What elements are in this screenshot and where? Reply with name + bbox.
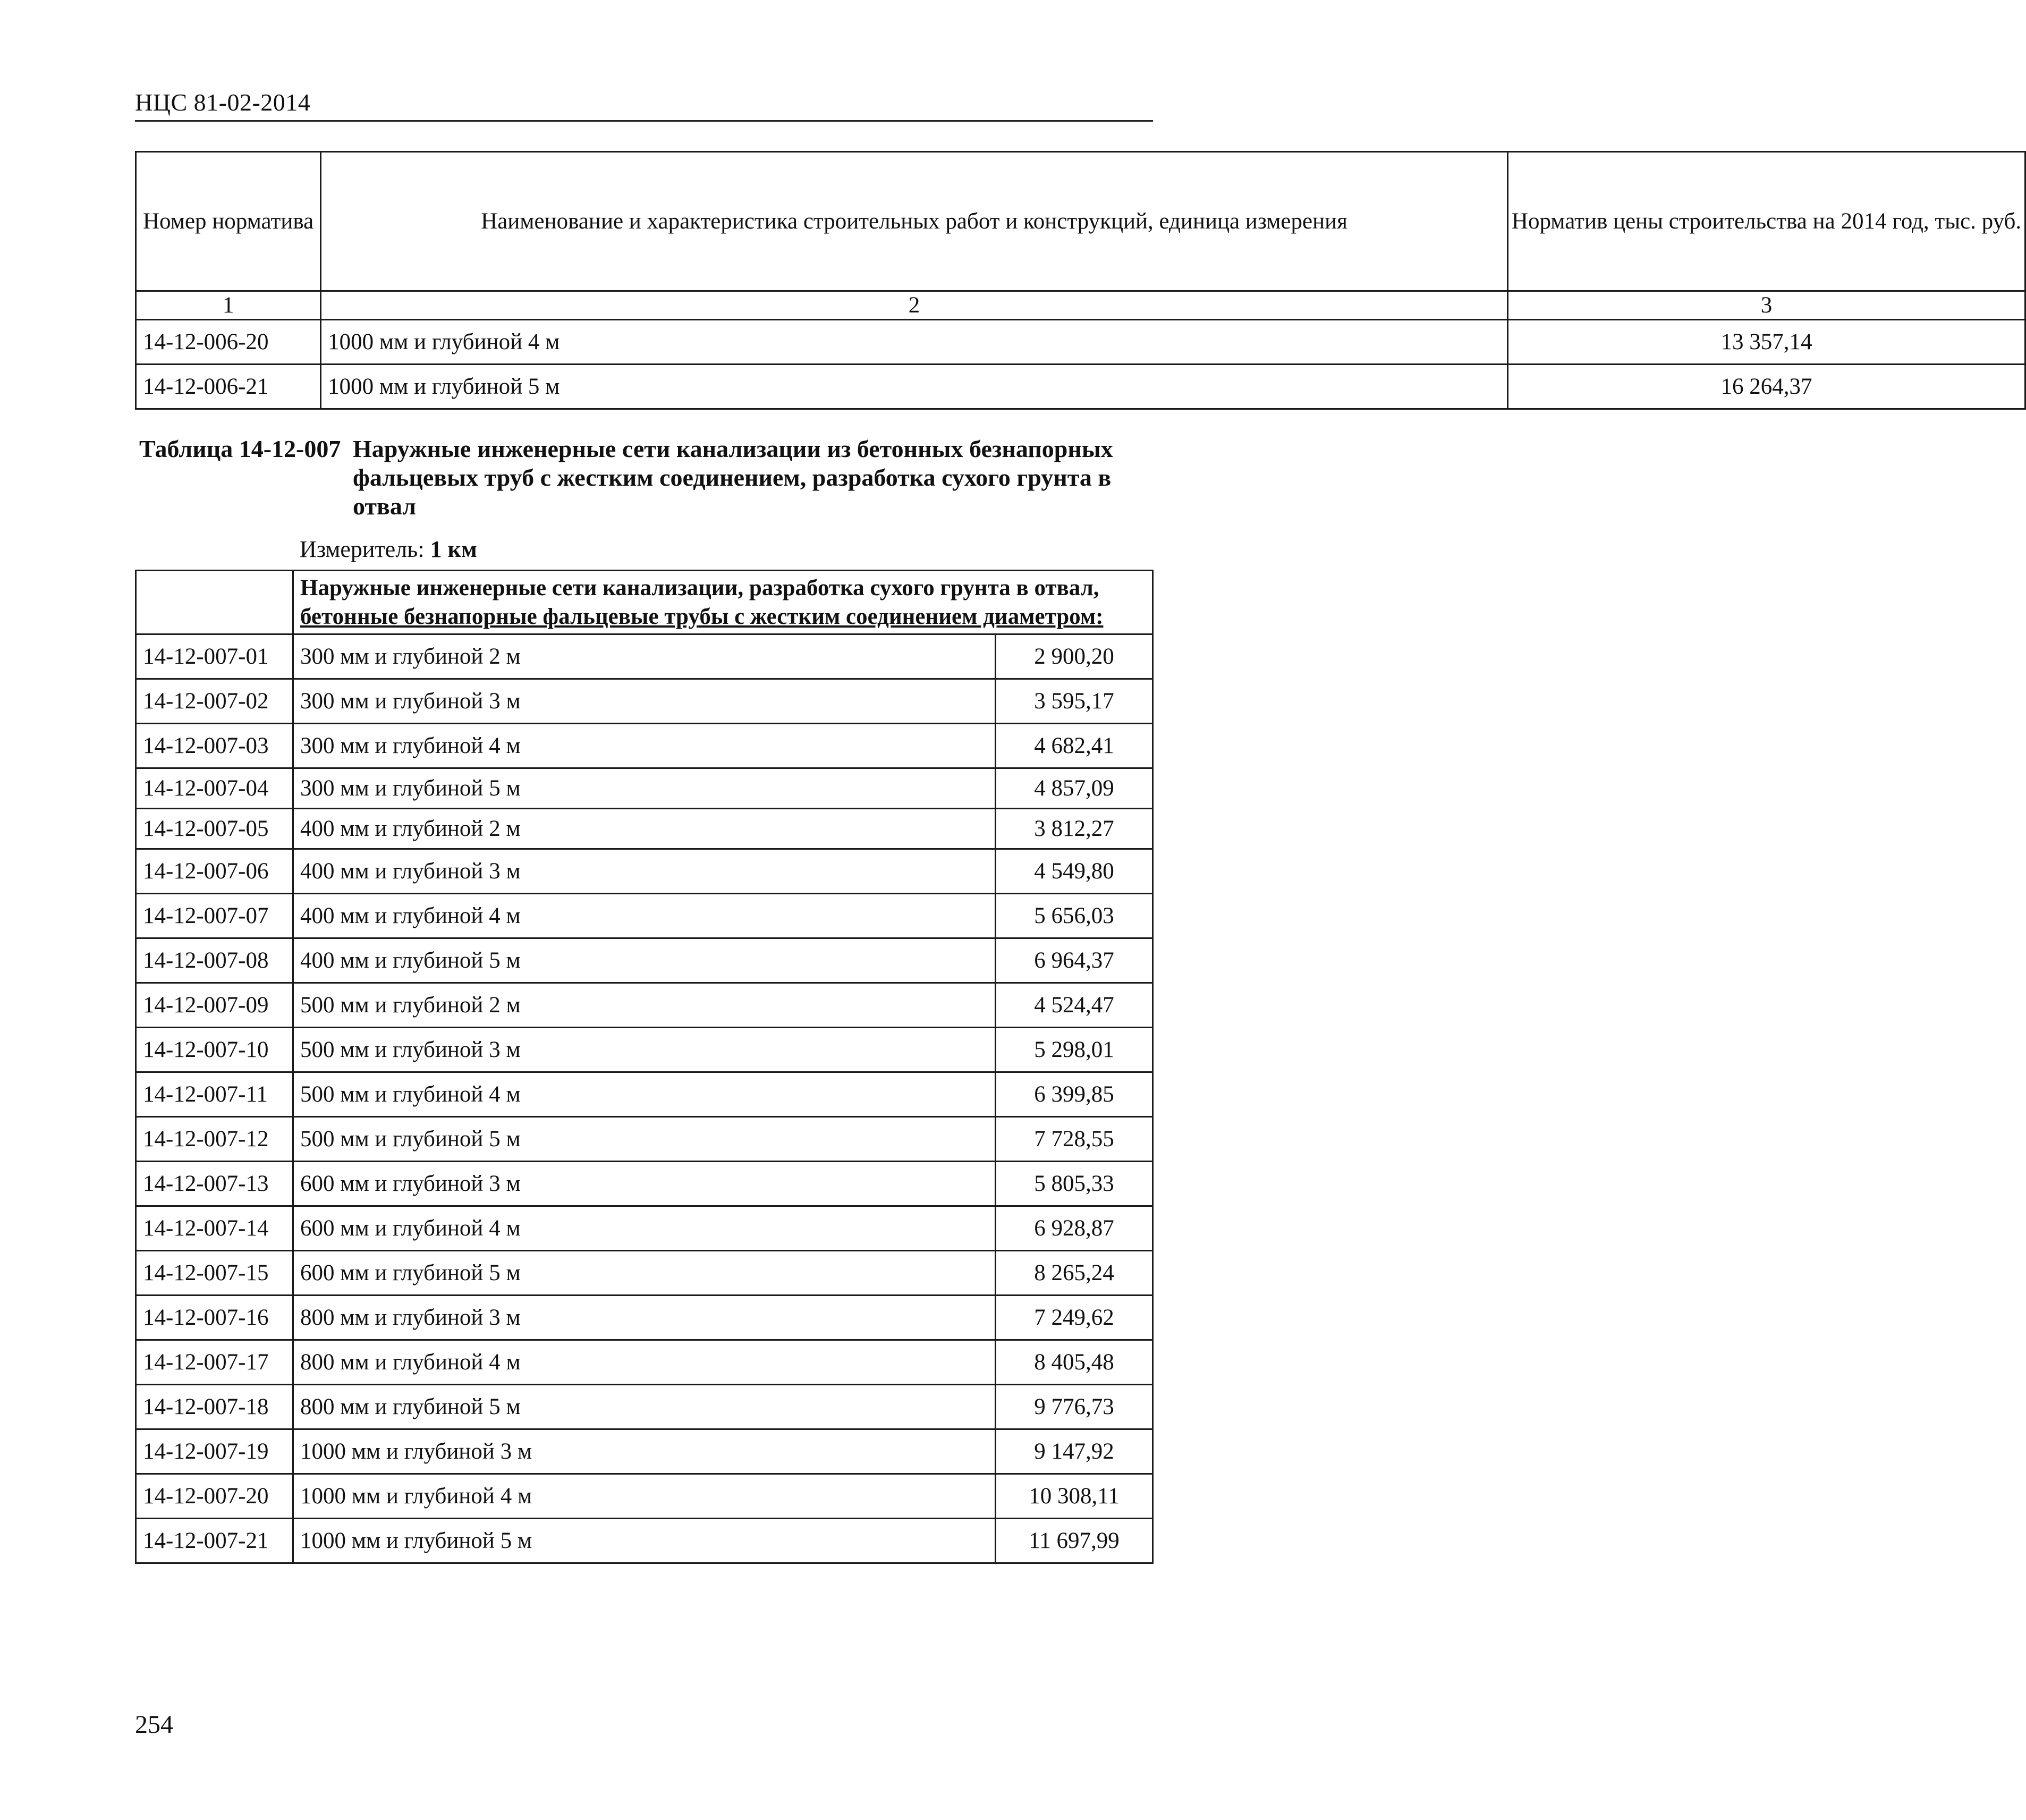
row-code: 14-12-007-07	[136, 894, 293, 938]
row-description: 600 мм и глубиной 4 м	[293, 1206, 996, 1251]
row-code: 14-12-007-21	[136, 1519, 293, 1563]
row-description: 300 мм и глубиной 3 м	[293, 679, 996, 724]
column-header-name: Наименование и характеристика строительных работ и конструкций, единица измерения	[321, 152, 1508, 291]
row-description: 300 мм и глубиной 2 м	[293, 634, 996, 679]
row-price: 4 549,80	[996, 849, 1153, 894]
table-header-row	[136, 152, 2025, 291]
row-price: 8 405,48	[996, 1340, 1153, 1385]
row-code: 14-12-007-03	[136, 724, 293, 768]
table-row	[136, 1162, 1153, 1206]
row-price: 6 928,87	[996, 1206, 1153, 1251]
table-row	[136, 1251, 1153, 1296]
row-price: 7 249,62	[996, 1296, 1153, 1340]
row-code: 14-12-007-20	[136, 1474, 293, 1519]
row-description: 400 мм и глубиной 3 м	[293, 849, 996, 894]
column-number-1: 1	[136, 291, 321, 320]
row-code: 14-12-007-19	[136, 1429, 293, 1474]
table-row	[136, 938, 1153, 983]
page-number: 254	[135, 1711, 173, 1739]
table1-body	[136, 320, 2025, 409]
row-description: 1000 мм и глубиной 3 м	[293, 1429, 996, 1474]
table-row	[136, 1474, 1153, 1519]
row-price: 10 308,11	[996, 1474, 1153, 1519]
row-code: 14-12-007-17	[136, 1340, 293, 1385]
header-rule	[135, 120, 1153, 122]
row-price: 2 900,20	[996, 634, 1153, 679]
group-heading-line2: бетонные безнапорные фальцевые трубы с жестким соединением диаметром:	[300, 604, 1104, 629]
row-price: 6 399,85	[996, 1072, 1153, 1117]
row-code: 14-12-007-05	[136, 809, 293, 849]
table-row	[136, 1206, 1153, 1251]
table-row	[136, 1072, 1153, 1117]
row-price: 8 265,24	[996, 1251, 1153, 1296]
row-code: 14-12-006-20	[136, 320, 321, 365]
group-heading-row	[136, 571, 1153, 634]
table-row	[136, 1296, 1153, 1340]
group-heading-line1: Наружные инженерные сети канализации, разработка сухого грунта в отвал,	[300, 575, 1099, 600]
row-description: 400 мм и глубиной 2 м	[293, 809, 996, 849]
table-row	[136, 679, 1153, 724]
row-price: 5 656,03	[996, 894, 1153, 938]
table-row	[136, 1117, 1153, 1162]
row-description: 600 мм и глубиной 5 м	[293, 1251, 996, 1296]
table-row	[136, 849, 1153, 894]
table-row	[136, 983, 1153, 1028]
row-price: 9 776,73	[996, 1385, 1153, 1429]
table-row	[136, 768, 1153, 809]
row-code: 14-12-007-06	[136, 849, 293, 894]
row-price: 4 857,09	[996, 768, 1153, 809]
row-code: 14-12-007-08	[136, 938, 293, 983]
group-heading	[293, 571, 1153, 634]
row-description: 500 мм и глубиной 3 м	[293, 1028, 996, 1072]
table-row	[136, 1385, 1153, 1429]
table-row	[136, 1519, 1153, 1563]
table2-body	[136, 634, 1153, 1563]
row-code: 14-12-007-10	[136, 1028, 293, 1072]
row-price: 16 264,37	[1507, 365, 2025, 409]
row-description: 500 мм и глубиной 2 м	[293, 983, 996, 1028]
row-description: 500 мм и глубиной 5 м	[293, 1117, 996, 1162]
row-code: 14-12-007-11	[136, 1072, 293, 1117]
row-code: 14-12-007-04	[136, 768, 293, 809]
row-price: 11 697,99	[996, 1519, 1153, 1563]
table-caption-text: Наружные инженерные сети канализации из бетонных безнапорных фальцевых труб с жестким соединением, разработка сухого грунта в отвал	[353, 435, 1113, 520]
row-price: 7 728,55	[996, 1117, 1153, 1162]
row-description: 600 мм и глубиной 3 м	[293, 1162, 996, 1206]
column-number-row	[136, 291, 2025, 320]
row-description: 1000 мм и глубиной 4 м	[293, 1474, 996, 1519]
column-header-code: Номер норматива	[136, 152, 321, 291]
row-description: 400 мм и глубиной 5 м	[293, 938, 996, 983]
table-row	[136, 1028, 1153, 1072]
unit-of-measure	[300, 536, 477, 563]
unit-label: Измеритель:	[300, 536, 425, 562]
table-row	[136, 1429, 1153, 1474]
row-price: 4 524,47	[996, 983, 1153, 1028]
table-row	[136, 634, 1153, 679]
row-code: 14-12-007-09	[136, 983, 293, 1028]
row-price: 6 964,37	[996, 938, 1153, 983]
row-code: 14-12-006-21	[136, 365, 321, 409]
table-row	[136, 894, 1153, 938]
column-number-2: 2	[321, 291, 1508, 320]
row-code: 14-12-007-18	[136, 1385, 293, 1429]
row-price: 3 595,17	[996, 679, 1153, 724]
row-description: 800 мм и глубиной 5 м	[293, 1385, 996, 1429]
row-price: 3 812,27	[996, 809, 1153, 849]
unit-value: 1 км	[430, 536, 477, 562]
table-continuation	[135, 151, 2026, 410]
row-description: 500 мм и глубиной 4 м	[293, 1072, 996, 1117]
row-description: 400 мм и глубиной 4 м	[293, 894, 996, 938]
row-description: 300 мм и глубиной 5 м	[293, 768, 996, 809]
row-description: 800 мм и глубиной 4 м	[293, 1340, 996, 1385]
row-code: 14-12-007-12	[136, 1117, 293, 1162]
row-code: 14-12-007-01	[136, 634, 293, 679]
row-description: 800 мм и глубиной 3 м	[293, 1296, 996, 1340]
row-description: 1000 мм и глубиной 5 м	[293, 1519, 996, 1563]
row-description: 1000 мм и глубиной 4 м	[321, 320, 1508, 365]
row-price: 9 147,92	[996, 1429, 1153, 1474]
table-row	[136, 365, 2025, 409]
table-14-12-007	[135, 570, 1154, 1564]
table-row	[136, 1340, 1153, 1385]
row-code: 14-12-007-02	[136, 679, 293, 724]
document-code: НЦС 81-02-2014	[135, 89, 311, 116]
row-price: 5 298,01	[996, 1028, 1153, 1072]
column-header-price: Норматив цены строительства на 2014 год, тыс. руб.	[1507, 152, 2025, 291]
table-row	[136, 809, 1153, 849]
row-price: 4 682,41	[996, 724, 1153, 768]
group-heading-blank	[136, 571, 293, 634]
row-code: 14-12-007-14	[136, 1206, 293, 1251]
row-code: 14-12-007-13	[136, 1162, 293, 1206]
row-description: 1000 мм и глубиной 5 м	[321, 365, 1508, 409]
row-code: 14-12-007-15	[136, 1251, 293, 1296]
table-caption-label: Таблица 14-12-007	[139, 435, 341, 462]
row-code: 14-12-007-16	[136, 1296, 293, 1340]
row-description: 300 мм и глубиной 4 м	[293, 724, 996, 768]
row-price: 5 805,33	[996, 1162, 1153, 1206]
row-price: 13 357,14	[1507, 320, 2025, 365]
table-row	[136, 320, 2025, 365]
table-row	[136, 724, 1153, 768]
column-number-3: 3	[1507, 291, 2025, 320]
